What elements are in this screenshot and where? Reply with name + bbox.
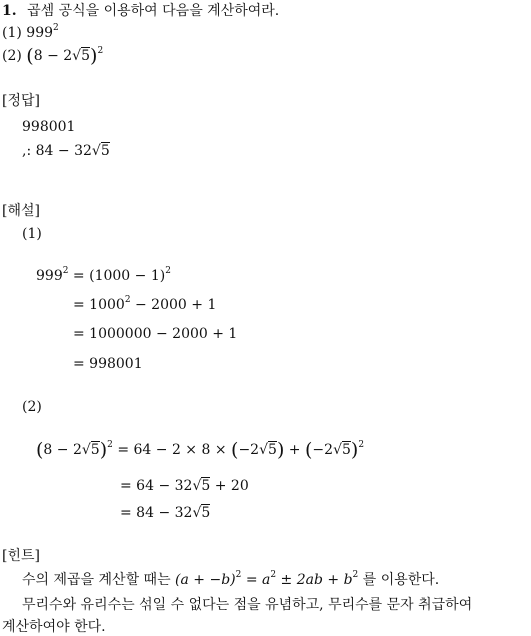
radical-sign: √ xyxy=(192,478,202,494)
problem-heading xyxy=(2,2,279,20)
close-paren: ) xyxy=(276,439,285,461)
radical-sign: √ xyxy=(91,143,101,159)
answer-expr: ,: 84 − 32 xyxy=(22,143,92,159)
formula-part: = a xyxy=(241,572,271,588)
radicand: 5 xyxy=(201,478,211,494)
rhs-exponent: 2 xyxy=(358,440,365,450)
item-label: (2) xyxy=(2,48,22,64)
radical-sign: √ xyxy=(259,442,269,458)
formula-part: ± 2ab + b xyxy=(276,572,353,588)
expr-part: −2 xyxy=(238,442,260,458)
formula-exponent: 2 xyxy=(235,570,242,580)
rhs: = 84 − 32 xyxy=(120,505,193,521)
item-label: (1) xyxy=(2,25,22,41)
radicand: 5 xyxy=(81,48,91,64)
part1-equation-2 xyxy=(73,296,216,314)
rhs: = 64 − 32 xyxy=(120,478,193,494)
part1-equation-4: = 998001 xyxy=(73,356,143,372)
rhs-exponent: 2 xyxy=(124,295,131,305)
hint-header: [힌트] xyxy=(2,548,40,564)
rhs: = 64 − 2 × 8 × xyxy=(117,442,232,458)
rhs-exponent: 2 xyxy=(165,266,171,276)
open-paren: ( xyxy=(305,439,313,461)
open-paren: ( xyxy=(36,439,44,461)
hint-text: 를 이용한다. xyxy=(358,572,440,588)
part1-equation-1 xyxy=(36,267,171,285)
radical-sign: √ xyxy=(333,442,342,458)
rhs-tail: − 2000 + 1 xyxy=(130,297,217,313)
radical-sign: √ xyxy=(192,505,202,521)
close-paren: ) xyxy=(90,45,98,67)
hint-line-2: 무리수와 유리수는 섞일 수 없다는 점을 유념하고, 무리수를 문자 취급하여 xyxy=(22,597,473,613)
answer-header: [정답] xyxy=(2,93,40,109)
hint-line-3: 계산하여야 한다. xyxy=(2,619,106,635)
rhs-tail: + 20 xyxy=(210,478,249,494)
close-paren: ) xyxy=(99,439,108,461)
part2-equation-3 xyxy=(120,504,210,522)
expr-part: 8 − 2 xyxy=(33,48,73,64)
expr-part: −2 xyxy=(312,442,334,458)
radicand: 5 xyxy=(100,143,110,159)
hint-text: 수의 제곱을 계산할 때는 xyxy=(22,572,176,588)
explanation-part1-label: (1) xyxy=(22,226,42,242)
answer-line-2 xyxy=(22,142,110,160)
part2-equation-1 xyxy=(36,441,364,459)
lhs-exponent: 2 xyxy=(107,440,113,450)
radicand: 5 xyxy=(201,505,211,521)
radical-sign: √ xyxy=(81,442,91,458)
problem-number: 1. xyxy=(2,3,17,19)
formula-part: (a + −b) xyxy=(175,572,236,588)
part2-equation-2 xyxy=(120,477,249,495)
problem-title: 곱셈 공식을 이용하여 다음을 계산하여라. xyxy=(27,3,280,19)
expr-part: 8 − 2 xyxy=(43,442,82,458)
item-exponent: 2 xyxy=(53,23,59,33)
radicand: 5 xyxy=(268,442,277,458)
open-paren: ( xyxy=(231,439,239,461)
lhs-base: 999 xyxy=(36,268,63,284)
radicand: 5 xyxy=(90,442,100,458)
open-paren: ( xyxy=(26,45,34,67)
formula-exponent: 2 xyxy=(352,570,359,580)
item-base: 999 xyxy=(26,25,54,41)
hint-line-1 xyxy=(22,571,439,589)
formula-exponent: 2 xyxy=(270,570,277,580)
plus-sign: + xyxy=(284,442,305,458)
radical-sign: √ xyxy=(72,48,82,64)
item-exponent: 2 xyxy=(97,46,104,56)
explanation-part2-label: (2) xyxy=(22,399,42,415)
radicand: 5 xyxy=(341,442,351,458)
explanation-header: [해설] xyxy=(2,203,40,219)
part1-equation-3: = 1000000 − 2000 + 1 xyxy=(73,326,238,342)
problem-item-1 xyxy=(2,24,59,42)
rhs: = (1000 − 1) xyxy=(72,268,166,284)
answer-line-1: 998001 xyxy=(22,119,76,135)
problem-item-2 xyxy=(2,47,103,65)
close-paren: ) xyxy=(350,439,359,461)
rhs: = 1000 xyxy=(73,297,125,313)
lhs-exponent: 2 xyxy=(62,266,69,276)
